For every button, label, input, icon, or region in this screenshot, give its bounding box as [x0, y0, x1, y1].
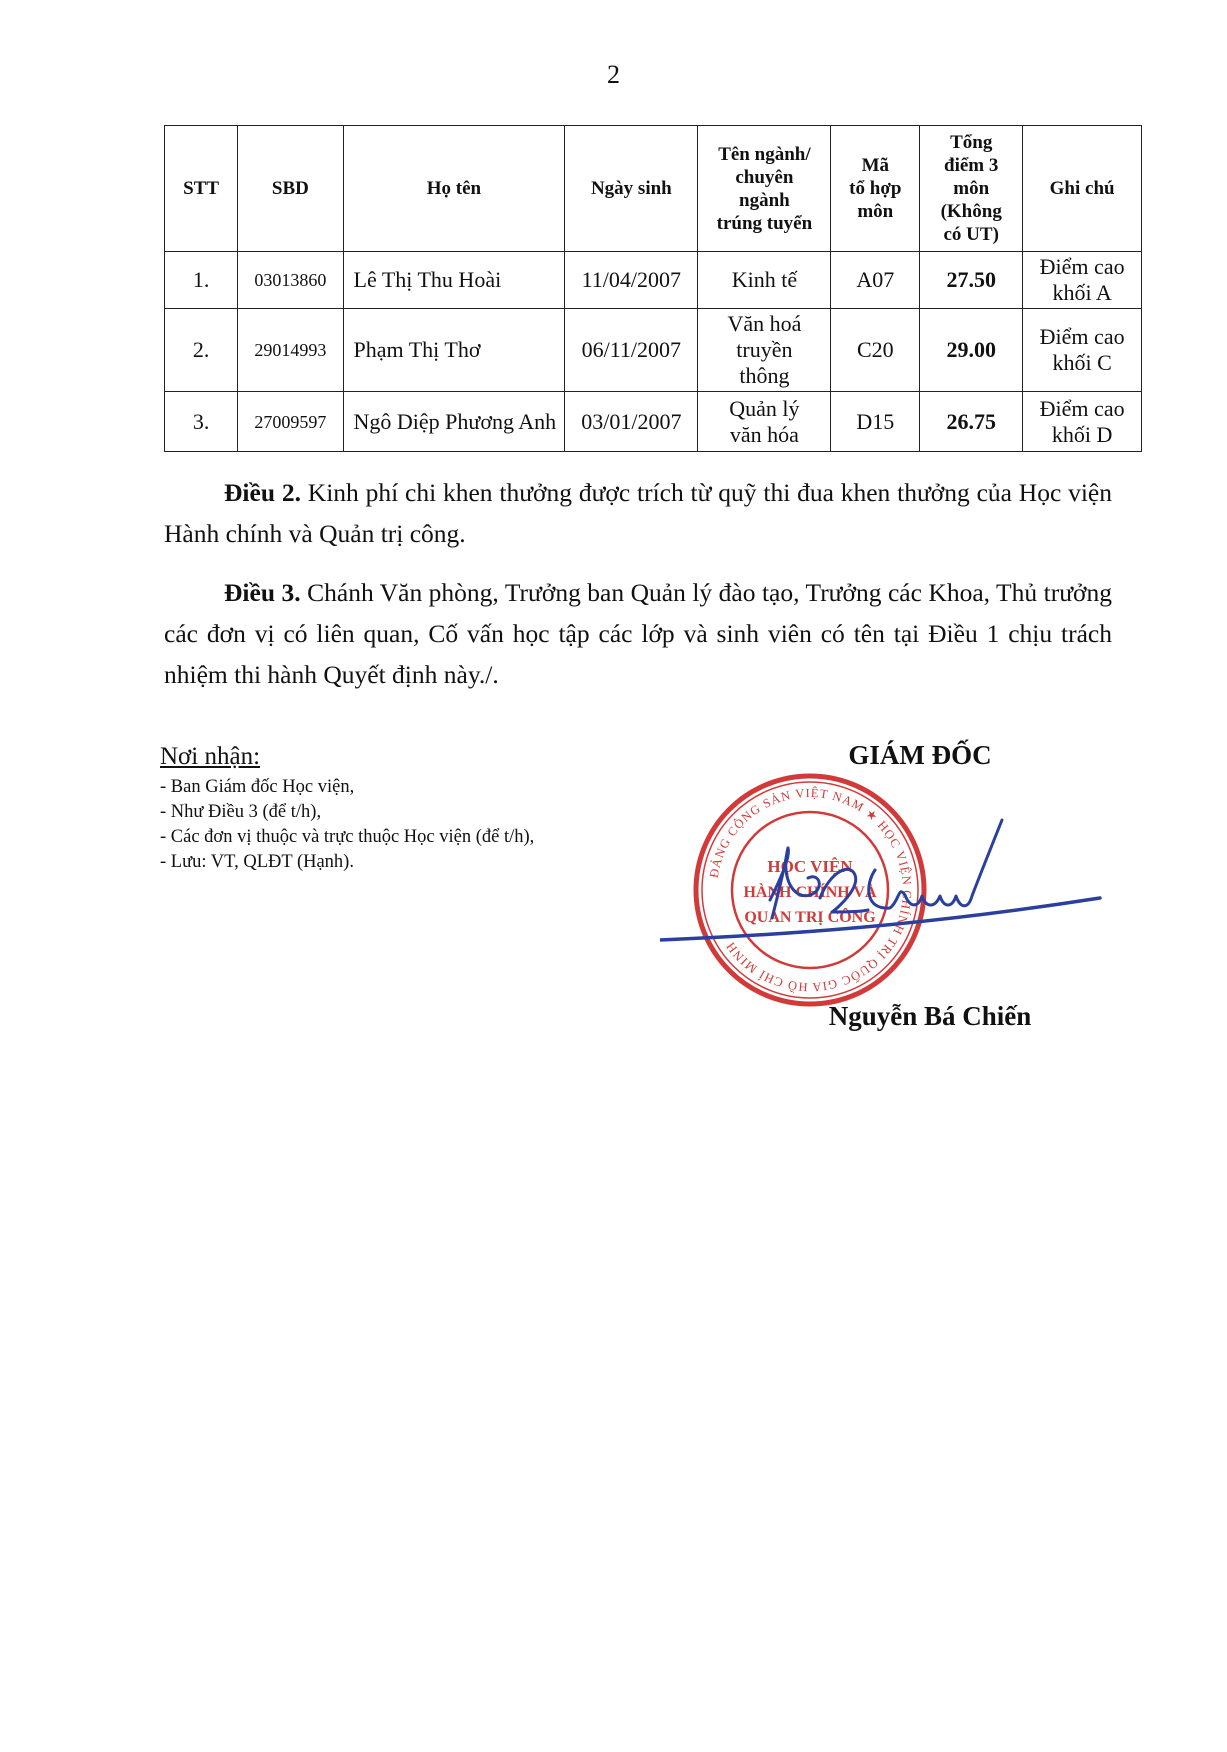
cell-tong-diem: 29.00	[920, 309, 1023, 392]
seal-line: HÀNH CHÍNH VÀ	[743, 884, 877, 901]
column-header-stt: STT	[165, 126, 238, 252]
cell-ho-ten: Lê Thị Thu Hoài	[343, 252, 565, 309]
table-row	[165, 252, 1142, 309]
column-header-ghi-chu: Ghi chú	[1023, 126, 1142, 252]
cell-nganh: Kinh tế	[698, 252, 831, 309]
recipients-block	[160, 741, 680, 875]
article-2-label: Điều 2.	[224, 478, 301, 507]
cell-ma-to-hop: C20	[831, 309, 920, 392]
article-2-text: Kinh phí chi khen thưởng được trích từ quỹ thi đua khen thưởng của Học viện Hành chính và Quản trị công.	[164, 478, 1112, 548]
cell-stt: 2.	[165, 309, 238, 392]
page-number: 2	[607, 60, 620, 89]
column-header-nganh: Tên ngành/ chuyên ngành trúng tuyển	[698, 126, 831, 252]
cell-ngay-sinh: 03/01/2007	[565, 392, 698, 452]
cell-sbd: 27009597	[238, 392, 343, 452]
cell-ho-ten: Ngô Diệp Phương Anh	[343, 392, 565, 452]
cell-ghi-chu: Điểm cao khối D	[1023, 392, 1142, 452]
table-body	[165, 252, 1142, 452]
cell-ma-to-hop: D15	[831, 392, 920, 452]
cell-nganh: Văn hoá truyền thông	[698, 309, 831, 392]
cell-tong-diem: 27.50	[920, 252, 1023, 309]
cell-sbd: 03013860	[238, 252, 343, 309]
cell-stt: 1.	[165, 252, 238, 309]
signer-title: GIÁM ĐỐC	[848, 740, 992, 770]
recipient-item: - Như Điều 3 (để t/h),	[160, 802, 322, 822]
article-2	[164, 472, 1112, 554]
column-header-ngay-sinh: Ngày sinh	[565, 126, 698, 252]
articles-section	[164, 472, 1112, 713]
cell-ngay-sinh: 06/11/2007	[565, 309, 698, 392]
article-3-text: Chánh Văn phòng, Trưởng ban Quản lý đào tạo, Trưởng các Khoa, Thủ trưởng các đơn vị có liên quan, Cố vấn học tập các lớp và sinh viên có tên tại Điều 1 chịu trách nhiệm thi hành Quyết định này./.	[164, 578, 1112, 689]
recipient-item: - Các đơn vị thuộc và trực thuộc Học viện (để t/h),	[160, 827, 535, 847]
cell-ho-ten: Phạm Thị Thơ	[343, 309, 565, 392]
column-header-ma-to-hop: Mã tổ hợp môn	[831, 126, 920, 252]
cell-ngay-sinh: 11/04/2007	[565, 252, 698, 309]
cell-ma-to-hop: A07	[831, 252, 920, 309]
cell-nganh: Quản lý văn hóa	[698, 392, 831, 452]
seal-line: HỌC VIỆN	[767, 857, 853, 876]
column-header-sbd: SBD	[238, 126, 343, 252]
results-table	[164, 125, 1142, 452]
recipient-item: - Ban Giám đốc Học viện,	[160, 777, 355, 797]
recipient-item: - Lưu: VT, QLĐT (Hạnh).	[160, 852, 354, 872]
table-header-row	[165, 126, 1142, 252]
cell-tong-diem: 26.75	[920, 392, 1023, 452]
seal-outer-text: ĐẢNG CỘNG SẢN VIỆT NAM ★ HỌC VIỆN CHÍNH TRỊ QUỐC GIA HỒ CHÍ MINH	[706, 785, 915, 995]
column-header-tong-diem: Tổng điểm 3 môn (Không có UT)	[920, 126, 1023, 252]
table-row	[165, 309, 1142, 392]
column-header-ho-ten: Họ tên	[343, 126, 565, 252]
article-3-label: Điều 3.	[224, 578, 301, 607]
seal-line: QUẢN TRỊ CÔNG	[744, 909, 876, 926]
cell-stt: 3.	[165, 392, 238, 452]
signer-name: Nguyễn Bá Chiến	[828, 1001, 1032, 1031]
recipients-heading: Nơi nhận:	[160, 743, 261, 770]
article-3	[164, 572, 1112, 695]
handwritten-signature	[660, 800, 1160, 1000]
cell-sbd: 29014993	[238, 309, 343, 392]
table-row	[165, 392, 1142, 452]
cell-ghi-chu: Điểm cao khối A	[1023, 252, 1142, 309]
cell-ghi-chu: Điểm cao khối C	[1023, 309, 1142, 392]
